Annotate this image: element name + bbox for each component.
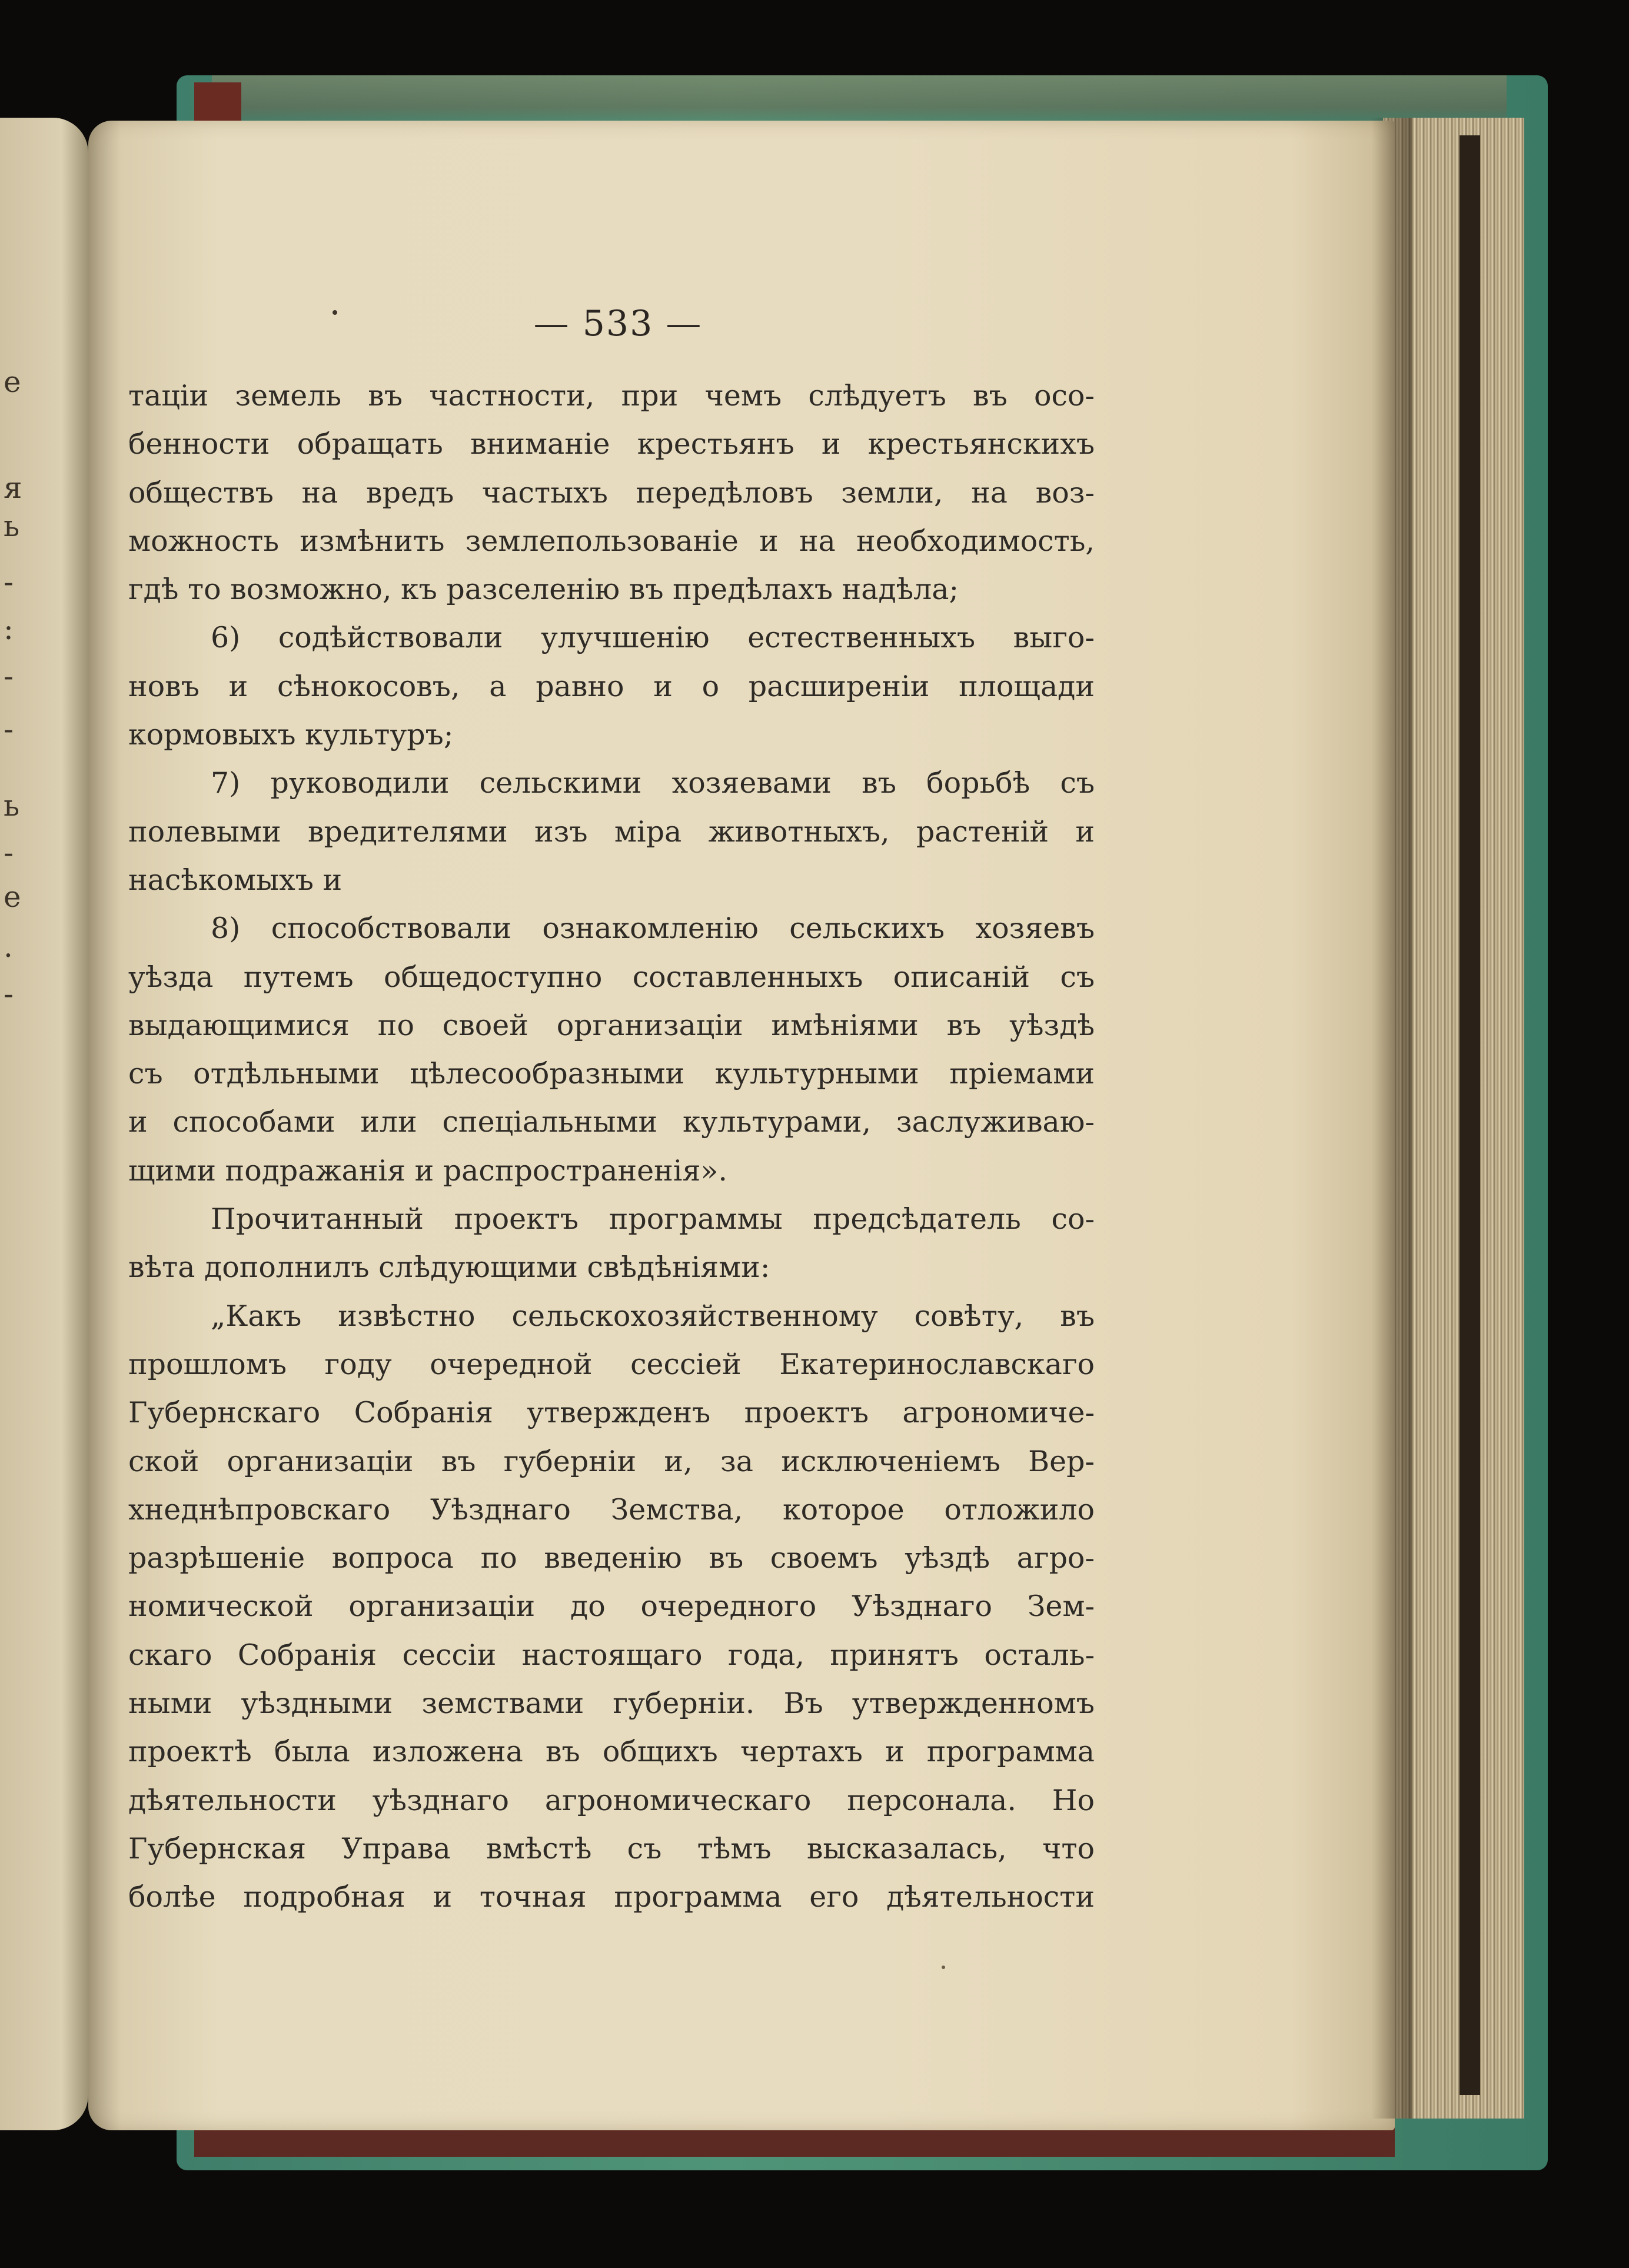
text-line: съ отдѣльными цѣлесообразными культурными пріемами xyxy=(128,1057,1095,1091)
text-line: болѣе подробная и точная программа его дѣятельности xyxy=(128,1880,1095,1914)
previous-page-glyph: . xyxy=(4,930,13,964)
text-line: 7) руководили сельскими хозяевами въ борьбѣ съ xyxy=(211,766,1095,800)
page-number: — 533 — xyxy=(533,303,703,344)
text-line: 6) содѣйствовали улучшенію естественныхъ выго- xyxy=(211,621,1095,655)
text-line: „Какъ извѣстно сельскохозяйственному совѣту, въ xyxy=(211,1299,1095,1333)
text-line: ской организаціи въ губерніи и, за исключеніемъ Вер- xyxy=(128,1444,1095,1478)
text-line: гдѣ то возможно, къ разселенію въ предѣлахъ надѣла; xyxy=(128,573,959,607)
previous-page-glyph: - xyxy=(4,836,14,870)
previous-page-glyph: ь xyxy=(4,509,20,543)
text-line: разрѣшеніе вопроса по введенію въ своемъ уѣздѣ агро- xyxy=(128,1541,1095,1575)
text-line: дѣятельности уѣзднаго агрономическаго персонала. Но xyxy=(128,1783,1095,1817)
text-line: хнеднѣпровскаго Уѣзднаго Земства, которое отложило xyxy=(128,1492,1095,1527)
text-line: обществъ на вредъ частыхъ передѣловъ земли, на воз- xyxy=(128,475,1095,510)
text-line: выдающимися по своей организаціи имѣніями въ уѣздѣ xyxy=(128,1008,1095,1042)
previous-page-glyph: ь xyxy=(4,789,20,823)
previous-page-glyph: е xyxy=(4,365,21,399)
text-line: 8) способствовали ознакомленію сельскихъ хозяевъ xyxy=(211,912,1095,946)
text-line: Прочитанный проектъ программы предсѣдатель со- xyxy=(211,1202,1095,1236)
text-line: кормовыхъ культуръ; xyxy=(128,718,454,752)
text-line: скаго Собранія сессіи настоящаго года, принятъ осталь- xyxy=(128,1638,1095,1672)
previous-page-sliver xyxy=(0,118,88,2130)
previous-page-glyph: - xyxy=(4,659,14,693)
previous-page-glyph: - xyxy=(4,712,14,746)
text-line: проектѣ была изложена въ общихъ чертахъ и программа xyxy=(128,1735,1095,1769)
previous-page-glyph: я xyxy=(4,471,22,505)
previous-page-glyph: - xyxy=(4,977,14,1011)
text-line: номической организаціи до очередного Уѣзднаго Зем- xyxy=(128,1589,1095,1624)
page-body-text xyxy=(128,372,1095,1922)
text-line: и способами или спеціальными культурами, заслуживаю- xyxy=(128,1105,1095,1139)
text-line: полевыми вредителями изъ міра животныхъ, растеній и xyxy=(128,814,1095,849)
text-line: можность измѣнить землепользованіе и на необходимость, xyxy=(128,524,1095,558)
text-line: Губернская Управа вмѣстѣ съ тѣмъ высказалась, что xyxy=(128,1831,1095,1865)
text-line: уѣзда путемъ общедоступно составленныхъ описаній съ xyxy=(128,960,1095,994)
page-gutter-shadow xyxy=(1371,118,1412,2119)
previous-page-glyph: : xyxy=(4,612,14,646)
text-line: Губернскаго Собранія утвержденъ проектъ агрономиче- xyxy=(128,1396,1095,1430)
text-line: вѣта дополнилъ слѣдующими свѣдѣніями: xyxy=(128,1251,770,1285)
text-line: щими подражанія и распространенія». xyxy=(128,1153,727,1188)
text-line: насѣкомыхъ и xyxy=(128,863,343,897)
text-line: новъ и сѣнокосовъ, а равно и о расширеніи площади xyxy=(128,669,1095,703)
text-line: прошломъ году очередной сессіей Екатеринославскаго xyxy=(128,1347,1095,1381)
text-line: бенности обращать вниманіе крестьянъ и крестьянскихъ xyxy=(128,427,1095,461)
print-speck xyxy=(333,310,337,315)
previous-page-glyph: - xyxy=(4,565,14,599)
text-line: ными уѣздными земствами губерніи. Въ утвержденномъ xyxy=(128,1687,1095,1721)
text-line: таціи земель въ частности, при чемъ слѣдуетъ въ осо- xyxy=(128,379,1095,413)
previous-page-glyph: е xyxy=(4,880,21,914)
print-speck-lower xyxy=(942,1966,945,1969)
page-edges-gap xyxy=(1460,135,1480,2095)
